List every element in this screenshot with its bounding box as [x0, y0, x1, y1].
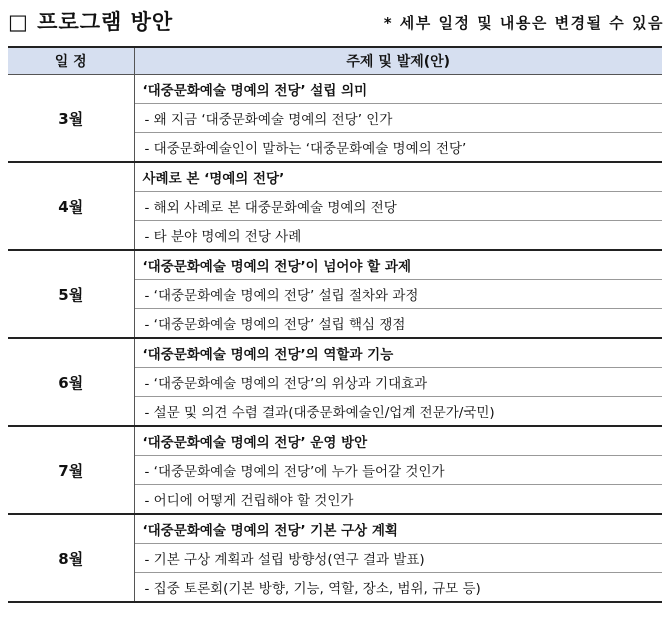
- section-title: □ 프로그램 방안: [8, 10, 174, 34]
- sub-item-cell: - 왜 지금 ‘대중문화예술 명예의 전당’ 인가: [134, 104, 662, 133]
- topic-cell: ‘대중문화예술 명예의 전당’ 기본 구상 계획: [134, 514, 662, 544]
- month-cell: 3월: [8, 75, 134, 163]
- topic-cell: ‘대중문화예술 명예의 전당’ 설립 의미: [134, 75, 662, 104]
- sub-item-cell: - 대중문화예술인이 말하는 ‘대중문화예술 명예의 전당’: [134, 133, 662, 163]
- sub-item-cell: - 설문 및 의견 수렴 결과(대중문화예술인/업계 전문가/국민): [134, 397, 662, 427]
- sub-item-cell: - 기본 구상 계획과 설립 방향성(연구 결과 발표): [134, 544, 662, 573]
- column-header-topic: 주제 및 발제(안): [134, 47, 662, 75]
- column-header-schedule: 일 정: [8, 47, 134, 75]
- sub-item-cell: - ‘대중문화예술 명예의 전당’의 위상과 기대효과: [134, 368, 662, 397]
- sub-item-cell: - ‘대중문화예술 명예의 전당’에 누가 들어갈 것인가: [134, 456, 662, 485]
- table-row: [8, 514, 662, 544]
- month-cell: 8월: [8, 514, 134, 602]
- sub-item-cell: - 어디에 어떻게 건립해야 할 것인가: [134, 485, 662, 515]
- month-cell: 6월: [8, 338, 134, 426]
- topic-cell: ‘대중문화예술 명예의 전당’의 역할과 기능: [134, 338, 662, 368]
- sub-item-cell: - 타 분야 명예의 전당 사례: [134, 221, 662, 251]
- table-row: [8, 338, 662, 368]
- sub-item-cell: - 해외 사례로 본 대중문화예술 명예의 전당: [134, 192, 662, 221]
- table-row: [8, 75, 662, 104]
- topic-cell: 사례로 본 ‘명예의 전당’: [134, 162, 662, 192]
- program-table: [8, 46, 662, 603]
- sub-item-cell: - 집중 토론회(기본 방향, 기능, 역할, 장소, 범위, 규모 등): [134, 573, 662, 603]
- table-row: [8, 426, 662, 456]
- topic-cell: ‘대중문화예술 명예의 전당’ 운영 방안: [134, 426, 662, 456]
- table-header-row: [8, 47, 662, 75]
- table-row: [8, 250, 662, 280]
- month-cell: 5월: [8, 250, 134, 338]
- month-cell: 7월: [8, 426, 134, 514]
- schedule-note: * 세부 일정 및 내용은 변경될 수 있음: [383, 14, 664, 32]
- month-cell: 4월: [8, 162, 134, 250]
- sub-item-cell: - ‘대중문화예술 명예의 전당’ 설립 핵심 쟁점: [134, 309, 662, 339]
- topic-cell: ‘대중문화예술 명예의 전당’이 넘어야 할 과제: [134, 250, 662, 280]
- table-row: [8, 162, 662, 192]
- sub-item-cell: - ‘대중문화예술 명예의 전당’ 설립 절차와 과정: [134, 280, 662, 309]
- page-header: [0, 0, 670, 42]
